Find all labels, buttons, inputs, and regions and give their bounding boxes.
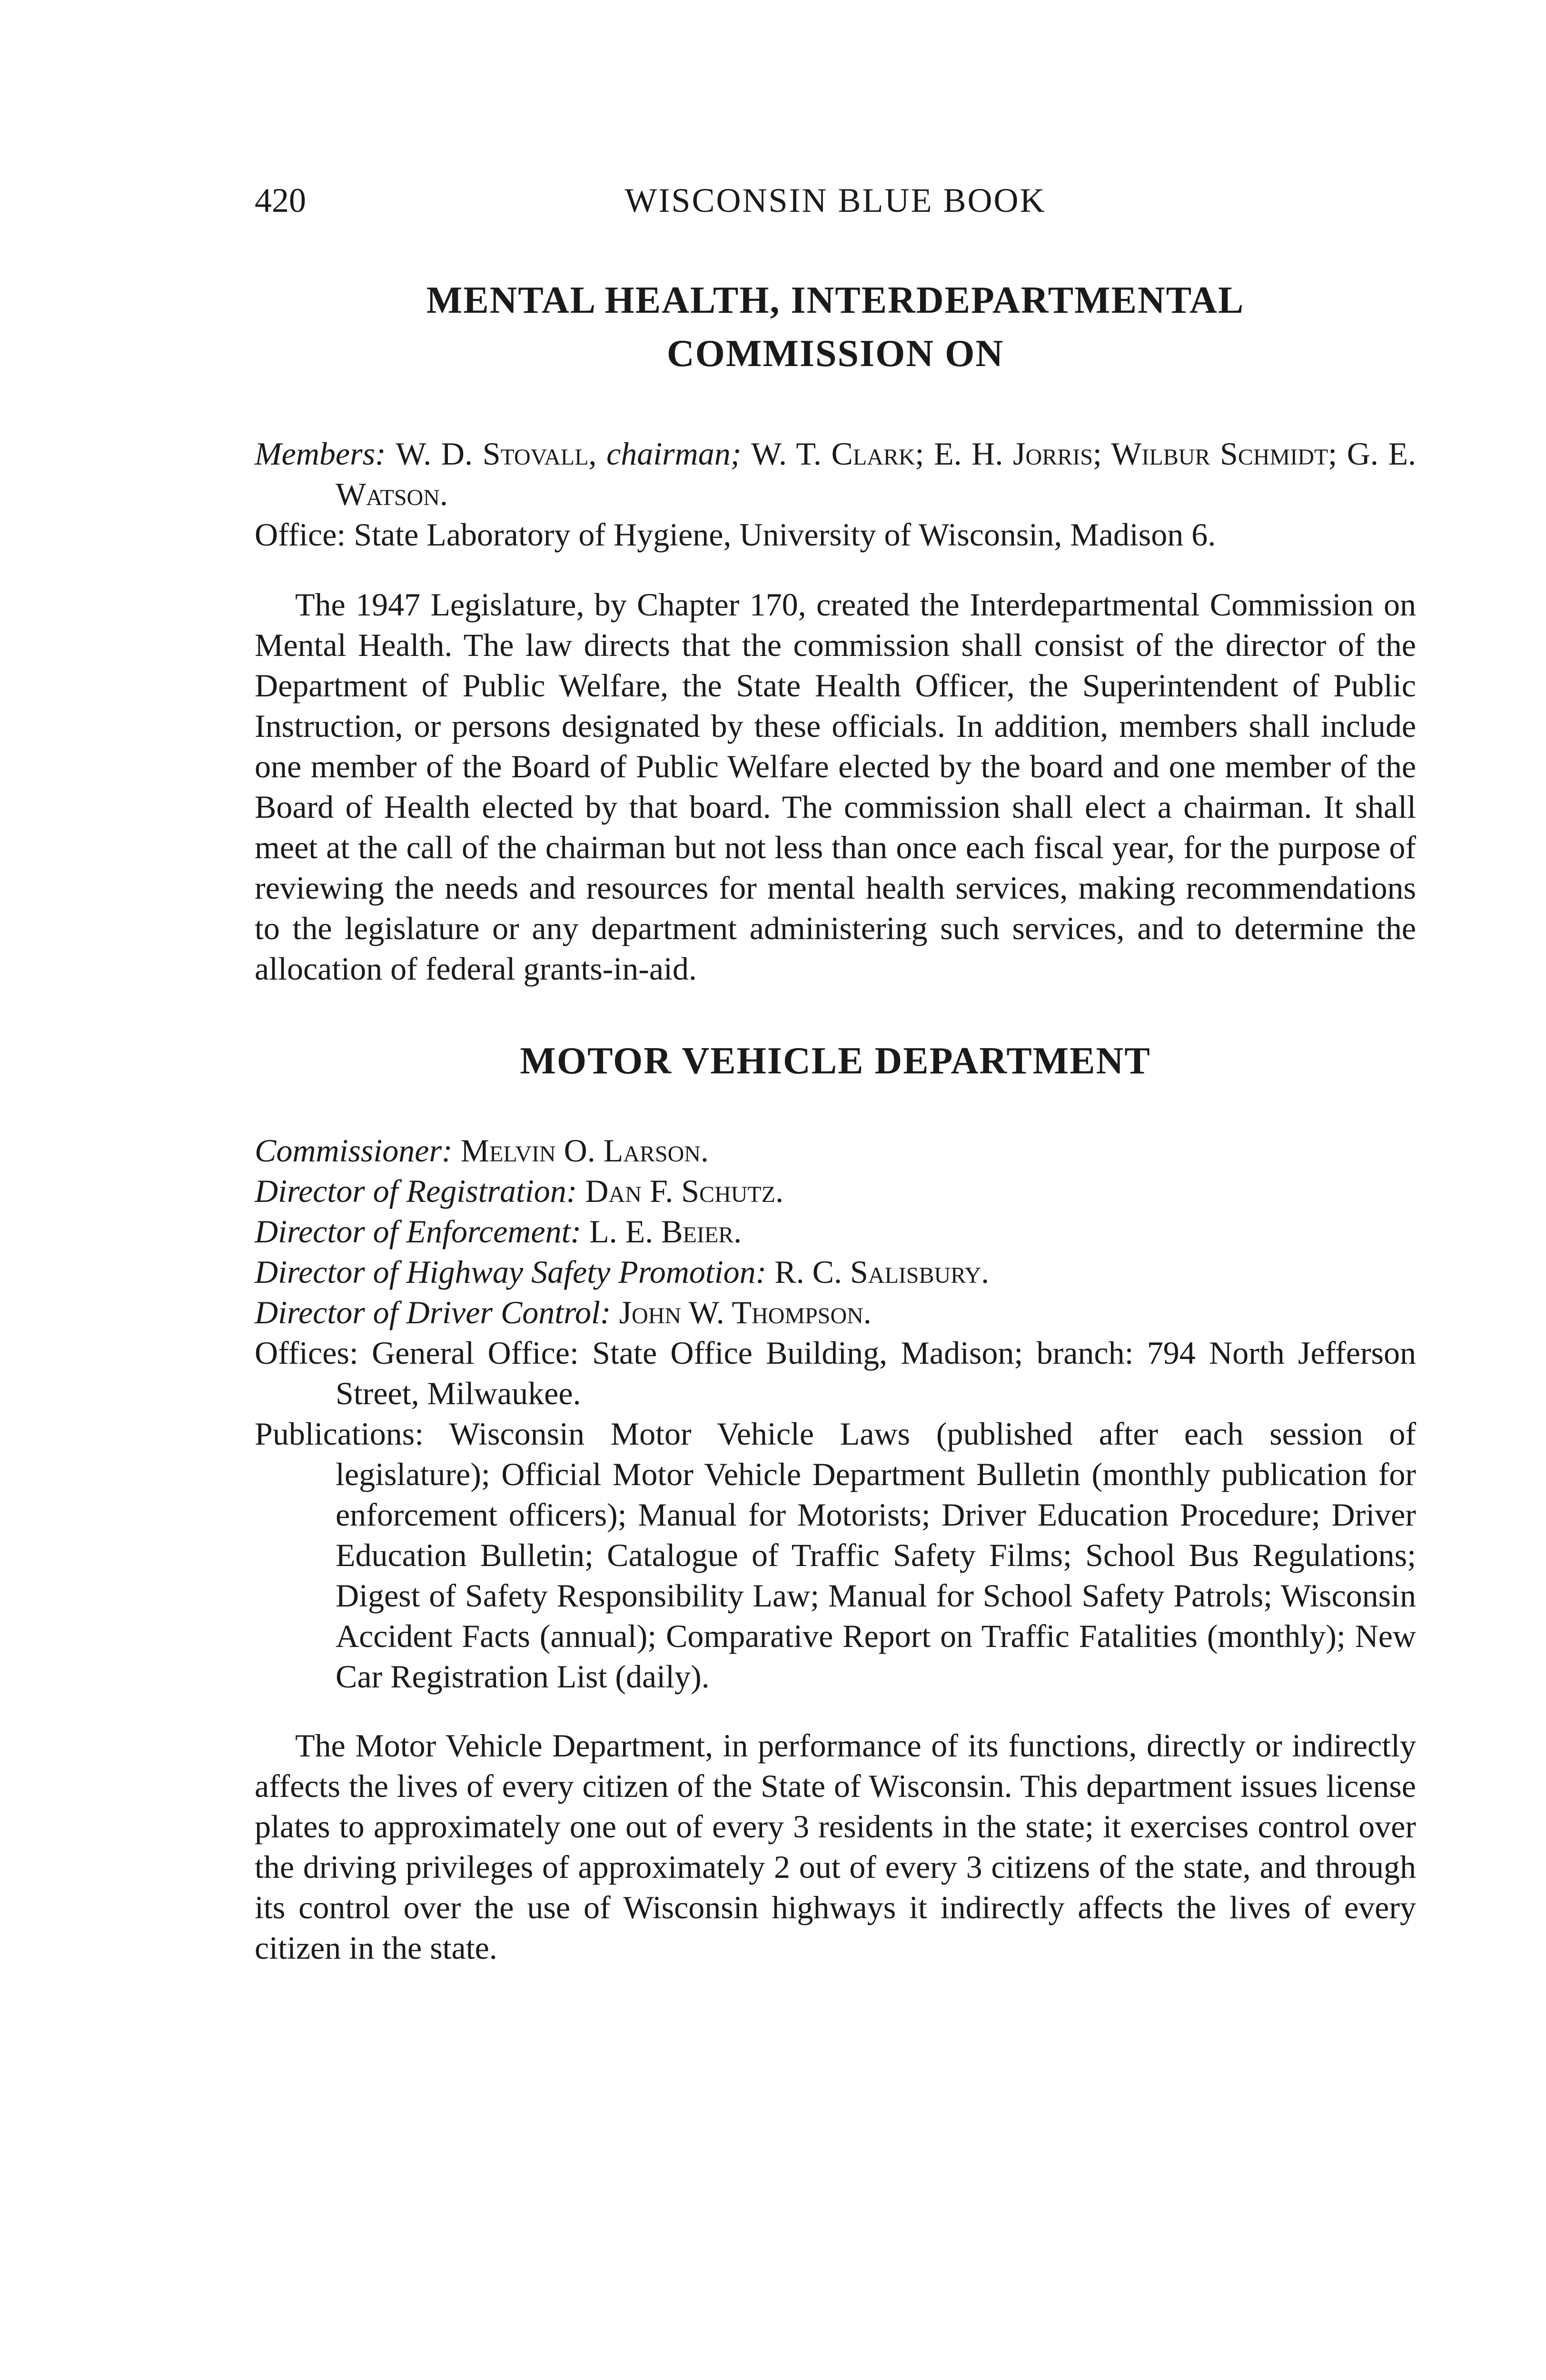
- office-label: Office:: [255, 516, 346, 553]
- officer-registration: [255, 1171, 1416, 1211]
- office-entry: [255, 515, 1416, 555]
- mental-health-title-line1: MENTAL HEALTH, INTERDEPARTMENTAL: [426, 279, 1245, 321]
- offices-entry: [255, 1333, 1416, 1414]
- mental-health-title: [255, 274, 1416, 380]
- publications-entry: [255, 1414, 1416, 1697]
- mental-health-title-line2: COMMISSION ON: [666, 333, 1004, 375]
- member-chairman-role: chairman;: [606, 436, 742, 472]
- offices-label: Offices:: [255, 1335, 358, 1371]
- running-title: WISCONSIN BLUE BOOK: [624, 181, 1046, 219]
- offices-value: General Office: State Office Building, Madison; branch: 794 North Jefferson Street, Milwaukee.: [336, 1335, 1416, 1411]
- members-entry: [255, 434, 1416, 515]
- officer-commissioner: [255, 1130, 1416, 1171]
- page-number: 420: [255, 181, 306, 219]
- motor-vehicle-title: MOTOR VEHICLE DEPARTMENT: [520, 1040, 1151, 1082]
- page: [255, 181, 1416, 1968]
- motor-vehicle-paragraph: The Motor Vehicle Department, in performance of its functions, directly or indirectly affects the lives of every citizen of the State of Wisconsin. This department issues license plates to approximately one out of every 3 residents in the state; it exercises control over the driving privileges of approximately 2 out of every 3 citizens of the state, and through its control over the use of Wisconsin highways it indirectly affects the lives of every citizen in the state.: [255, 1727, 1416, 1966]
- officer-driver-control: [255, 1292, 1416, 1333]
- officer-safety-promotion: [255, 1252, 1416, 1292]
- officer-label: Commissioner:: [255, 1132, 453, 1169]
- other-members: W. T. Clark; E. H. Jorris; Wilbur Schmidt; G. E. Watson.: [336, 436, 1417, 512]
- office-value: State Laboratory of Hygiene, University of Wisconsin, Madison 6.: [354, 516, 1216, 553]
- running-head: [255, 181, 1416, 224]
- mental-health-paragraph: The 1947 Legislature, by Chapter 170, created the Interdepartmental Commission on Mental Health. The law directs that the commission shall consist of the director of the Department of Public Welfare, the State Health Officer, the Superintendent of Public Instruction, or persons designated by these officials. In addition, members shall include one member of the Board of Public Welfare elected by the board and one member of the Board of Health elected by that board. The commission shall elect a chairman. It shall meet at the call of the chairman but not less than once each fiscal year, for the purpose of reviewing the needs and resources for mental health services, making recommendations to the legislature or any department administering such services, and to determine the allocation of federal grants-in-aid.: [255, 586, 1416, 987]
- publications-label: Publications:: [255, 1416, 424, 1452]
- officer-label: Director of Enforcement:: [255, 1213, 582, 1250]
- officer-label: Director of Registration:: [255, 1173, 577, 1209]
- members-label: Members:: [255, 436, 386, 472]
- publications-value: Wisconsin Motor Vehicle Laws (published after each session of legislature); Official Motor Vehicle Department Bulletin (monthly publication for enforcement officers); Manual for Motorists; Driver Education Procedure; Driver Education Bulletin; Catalogue of Traffic Safety Films; School Bus Regulations; Digest of Safety Responsibility Law; Manual for School Safety Patrols; Wisconsin Accident Facts (annual); Comparative Report on Traffic Fatalities (monthly); New Car Registration List (daily).: [336, 1416, 1416, 1695]
- officer-name: R. C. Salisbury.: [774, 1254, 990, 1290]
- officer-name: Melvin O. Larson.: [460, 1132, 709, 1169]
- officer-name: John W. Thompson.: [619, 1294, 872, 1330]
- officer-enforcement: [255, 1211, 1416, 1252]
- member-chairman-name: W. D. Stovall,: [396, 436, 597, 472]
- officer-name: Dan F. Schutz.: [585, 1173, 784, 1209]
- officer-list: [255, 1130, 1416, 1333]
- officer-label: Director of Highway Safety Promotion:: [255, 1254, 767, 1290]
- officer-name: L. E. Beier.: [589, 1213, 742, 1250]
- officer-label: Director of Driver Control:: [255, 1294, 611, 1330]
